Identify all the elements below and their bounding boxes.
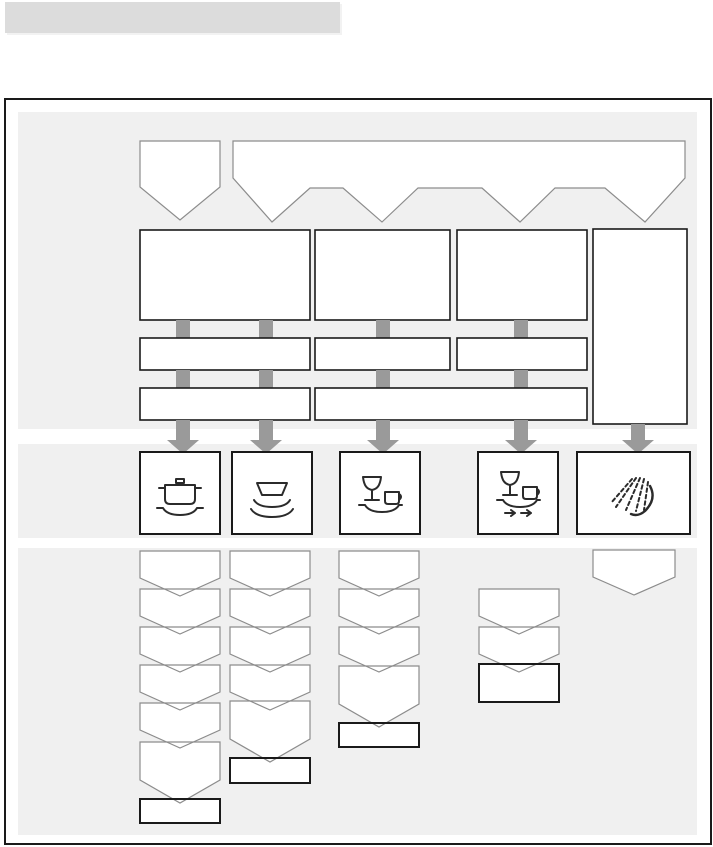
selector-section-background: [18, 112, 697, 429]
program-icon-section-background: [18, 444, 697, 538]
top-gray-bar: [5, 2, 340, 33]
program-steps-section-background: [18, 548, 697, 835]
